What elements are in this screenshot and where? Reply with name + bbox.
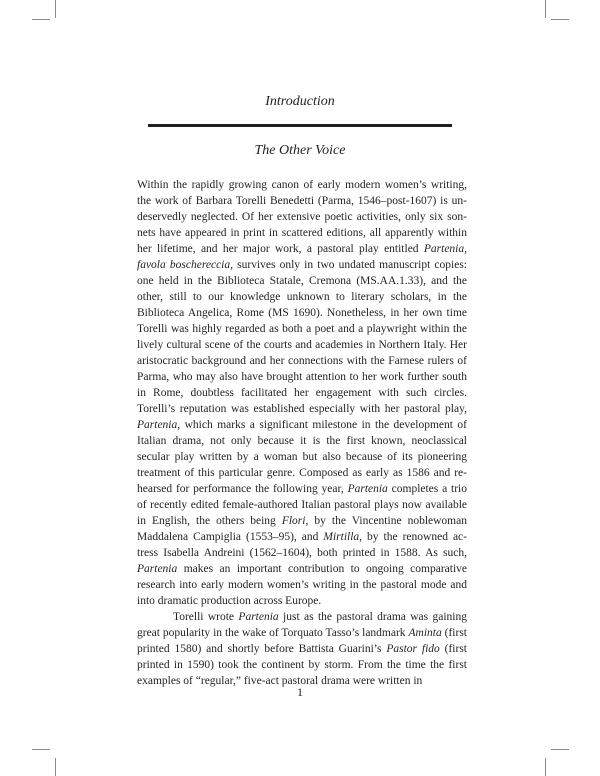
italic-title: Partenia — [238, 611, 279, 623]
crop-mark-top-left-h — [32, 19, 50, 20]
italic-title: Partenia, favola boschereccia — [137, 243, 467, 271]
crop-mark-top-right-h — [551, 19, 569, 20]
italic-title: Mirtilla — [323, 531, 360, 543]
page-number: 1 — [297, 685, 303, 699]
crop-mark-top-right — [545, 0, 546, 18]
italic-title: Partenia — [137, 563, 178, 575]
crop-mark-bottom-left — [55, 758, 56, 776]
body-text — [137, 177, 467, 689]
italic-title: Partenia — [347, 483, 388, 495]
paragraph-2: Torelli wrote Partenia just as the pastoral drama was gaining great popularity in the wake of Torquato Tasso’s landmark Aminta (first printed 1580) and shortly before Battista Guarini’s Pastor fido (first printed in 1590) took the continent by storm. From the time the first examples of “regular,” five-act pastoral drama were written in — [137, 611, 468, 687]
paragraph-1: Within the rapidly growing canon of early modern women’s writing, the work of Barbara Torelli Benedetti (Parma, 1546–post-1607) is undeservedly neglected. Of her extensive poetic activities, only six sonnets have appeared in print in scattered editions, all apparently within her lifetime, and her major work, a pastoral play entitled Partenia, favola boschereccia, survives only in two undated manuscript copies: one held in the Biblioteca Statale, Cremona (MS.AA.1.33), and the other, still to our knowledge unknown to literary scholars, in the Biblioteca Angelica, Rome (MS 1690). Nonetheless, in her own time Torelli was highly regarded as both a poet and a playwright within the lively cultural scene of the courts and academies in Northern Italy. Her aristocratic background and her connections with the Farnese rulers of Parma, who may also have brought attention to her work further south in Rome, doubtless facilitated her engagement with such circles. Torelli’s reputation was established especially with her pastoral play, Partenia, which marks a significant milestone in the development of Italian drama, not only because it is the first known, neoclassical secular play written by a woman but also because of its pioneering treatment of this particular genre. Composed as early as 1586 and rehearsed for performance the following year, Partenia completes a trio of recently edited female-authored Italian pastoral plays now available in English, the others being Flori, by the Vincentine noblewoman Maddalena Campiglia (1553–95), and Mirtilla, by the renowned actress Isabella Andreini (1562–1604), both printed in 1588. As such, Partenia makes an important contribution to ongoing comparative research into early modern women’s writing in the pastoral mode and into dramatic production across Europe. — [137, 179, 467, 607]
italic-title: Pastor fido — [386, 643, 440, 655]
crop-mark-bottom-right — [545, 758, 546, 776]
crop-mark-top-left — [55, 0, 56, 18]
section-title: The Other Voice — [254, 143, 346, 158]
crop-mark-bottom-right-h — [551, 749, 569, 750]
header-rule — [148, 124, 452, 127]
italic-title: Aminta — [408, 627, 442, 639]
crop-mark-bottom-left-h — [32, 749, 50, 750]
running-head: Introduction — [265, 94, 335, 109]
italic-title: Flori — [281, 515, 306, 527]
italic-title: Partenia — [137, 419, 178, 431]
